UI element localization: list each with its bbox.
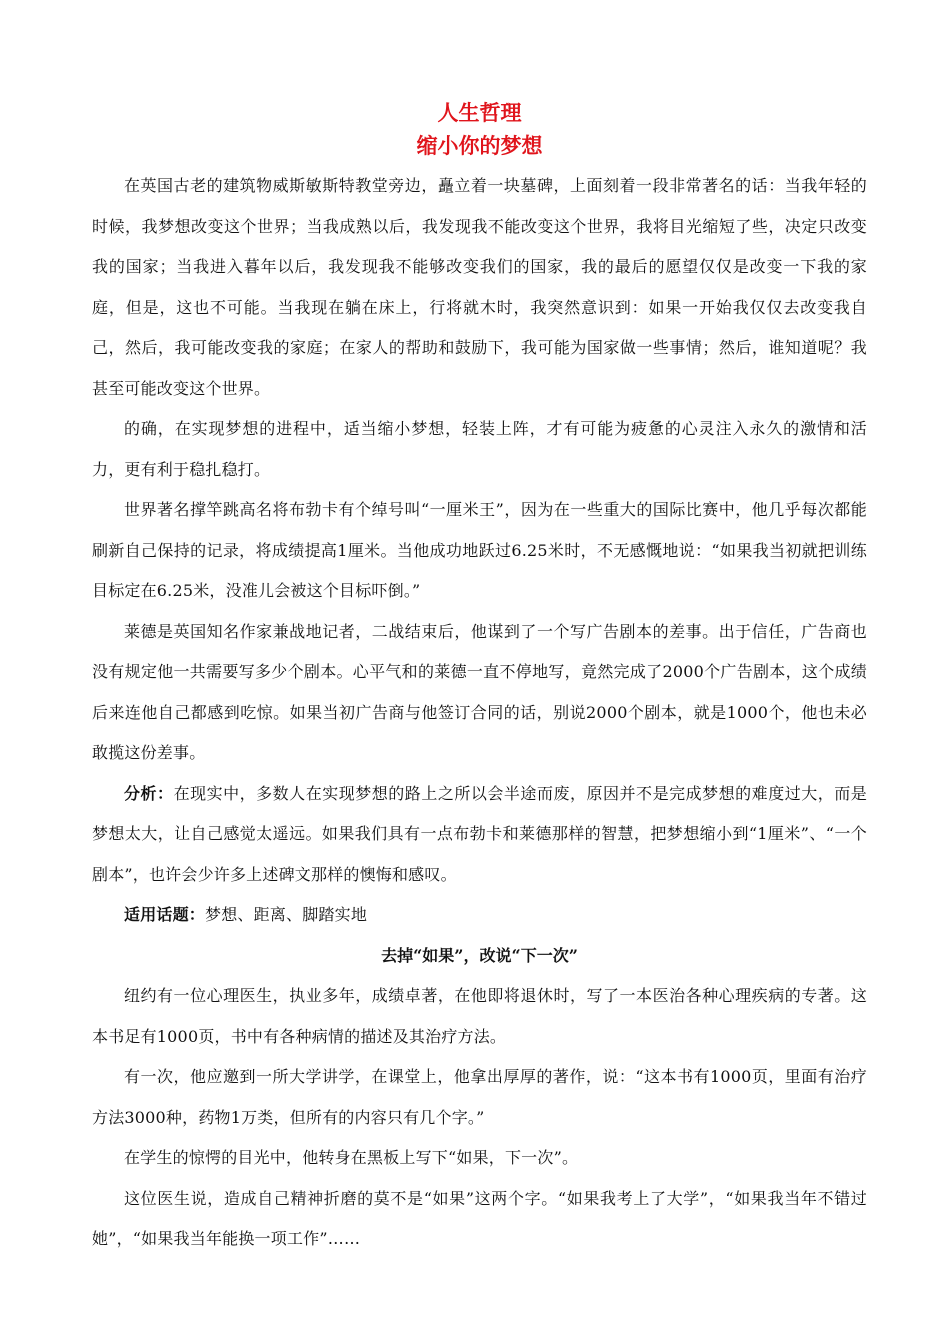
paragraph-if: 这位医生说，造成自己精神折磨的莫不是“如果”这两个字。“如果我考上了大学”，“如果我当年不错过她”，“如果我当年能换一项工作”…… bbox=[92, 1188, 867, 1248]
analysis-paragraph bbox=[92, 774, 867, 896]
paragraph-indeed: 的确，在实现梦想的进程中，适当缩小梦想，轻装上阵，才有可能为疲惫的心灵注入永久的激情和活力，更有利于稳扎稳打。 bbox=[92, 419, 867, 479]
paragraph-bubka: 世界著名撑竿跳高名将布勃卡有个绰号叫“一厘米王”，因为在一些重大的国际比赛中，他几乎每次都能刷新自己保持的记录，将成绩提高1厘米。当他成功地跃过6.25米时，不无感慨地说：“如果我当初就把训练目标定在6.25米，没准儿会被这个目标吓倒。” bbox=[92, 500, 867, 600]
analysis-text: 在现实中，多数人在实现梦想的路上之所以会半途而废，原因并不是完成梦想的难度过大，而是梦想太大，让自己感觉太遥远。如果我们具有一点布勃卡和莱德那样的智慧，把梦想缩小到“1厘米”、“一个剧本”，也许会少许多上述碑文那样的懊悔和感叹。 bbox=[92, 783, 867, 884]
topics-text: 梦想、距离、脚踏实地 bbox=[205, 905, 368, 924]
topics-paragraph bbox=[92, 895, 867, 936]
section-title: 去掉“如果”，改说“下一次” bbox=[381, 945, 578, 965]
document-page bbox=[92, 96, 867, 1260]
article-title: 缩小你的梦想 bbox=[416, 133, 543, 158]
paragraph-tombstone: 在英国古老的建筑物威斯敏斯特教堂旁边，矗立着一块墓碑，上面刻着一段非常著名的话：当我年轻的时候，我梦想改变这个世界；当我成熟以后，我发现我不能改变这个世界，我将目光缩短了些，决定只改变我的国家；当我进入暮年以后，我发现我不能够改变我们的国家，我的最后的愿望仅仅是改变一下我的家庭，但是，这也不可能。当我现在躺在床上，行将就木时，我突然意识到：如果一开始我仅仅去改变我自己，然后，我可能改变我的家庭；在家人的帮助和鼓励下，我可能为国家做一些事情；然后，谁知道呢？我甚至可能改变这个世界。 bbox=[92, 176, 867, 398]
paragraph-laide: 莱德是英国知名作家兼战地记者，二战结束后，他谋到了一个写广告剧本的差事。出于信任，广告商也没有规定他一共需要写多少个剧本。心平气和的莱德一直不停地写，竟然完成了2000个广告剧本，这个成绩后来连他自己都感到吃惊。如果当初广告商与他签订合同的话，别说2000个剧本，就是1000个，他也未必敢揽这份差事。 bbox=[92, 621, 867, 762]
topics-label: 适用话题： bbox=[124, 905, 206, 924]
analysis-label: 分析： bbox=[124, 783, 174, 803]
paragraph-psychologist: 纽约有一位心理医生，执业多年，成绩卓著，在他即将退休时，写了一本医治各种心理疾病的专著。这本书足有1000页，书中有各种病情的描述及其治疗方法。 bbox=[92, 986, 867, 1046]
paragraph-blackboard: 在学生的惊愕的目光中，他转身在黑板上写下“如果，下一次”。 bbox=[124, 1148, 579, 1167]
document-title: 人生哲理 bbox=[437, 100, 522, 125]
paragraph-lecture: 有一次，他应邀到一所大学讲学，在课堂上，他拿出厚厚的著作，说：“这本书有1000页，里面有治疗方法3000种，药物1万类，但所有的内容只有几个字。” bbox=[92, 1067, 867, 1127]
